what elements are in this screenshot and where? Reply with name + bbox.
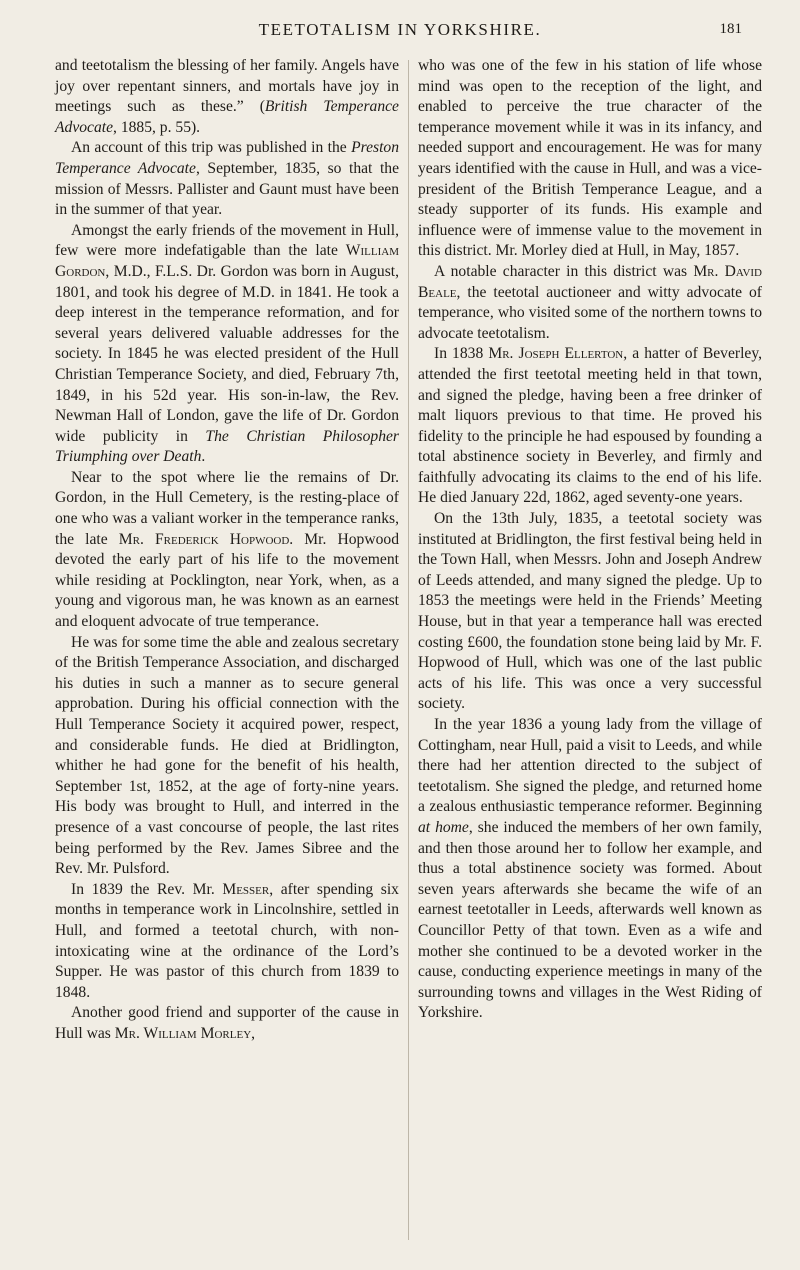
paragraph: He was for some time the able and zealous secretary of the British Temperance Association, and discharged his duties in such a manner as to secure general approbation. During his official connection with the Hull Temperance Society it acquired power, respect, and considerable funds. He died at Bridlington, whither he had gone for the benefit of his health, September 1st, 1852, at the age of forty-nine years. His body was brought to Hull, and interred in the presence of a vast concourse of people, the last rites being performed by the Rev. James Sibree and the Rev. Mr. Pulsford. [55, 633, 399, 878]
paragraph: and teetotalism the blessing of her family. Angels have joy over repentant sinners, and mortals have joy in meetings such as these.” (British Temperance Advocate, 1885, p. 55). [55, 57, 399, 136]
paragraph: A notable character in this district was Mr. David Beale, the teetotal auctioneer and witty advocate of temperance, who visited some of the northern towns to advocate teetotalism. [418, 262, 762, 342]
paragraph: In 1838 Mr. Joseph Ellerton, a hatter of Beverley, attended the first teetotal meeting held in that town, and signed the pledge, having been a free drinker of malt liquors previous to that time. He proved his fidelity to the principle he had espoused by founding a total abstinence society in Beverley, and firmly and faithfully advocating its claims to the end of his life. He died January 22d, 1862, aged seventy-one years. [418, 345, 762, 507]
running-head [40, 14, 760, 44]
paragraph: Near to the spot where lie the remains of Dr. Gordon, in the Hull Cemetery, is the resting-place of one who was a valiant worker in the temperance ranks, the late Mr. Frederick Hopwood. Mr. Hopwood devoted the early part of his life to the movement while residing at Pocklington, near York, when, as a young and vigorous man, he was known as an earnest and eloquent advocate of true temperance. [55, 468, 399, 631]
paragraph: In the year 1836 a young lady from the village of Cottingham, near Hull, paid a visit to Leeds, and while there had her attention directed to the subject of teetotalism. She signed the pledge, and returned home a zealous enthusiastic temperance reformer. Beginning at home, she induced the members of her own family, and then those around her to follow her example, and thus a total abstinence society was formed. About seven years afterwards she became the wife of an earnest teetotaller in Leeds, afterwards well known as Councillor Petty of that town. Even as a wife and mother she continued to be a devoted worker in the cause, conducting experience meetings in many of the surrounding towns and villages in the West Riding of Yorkshire. [418, 716, 762, 1022]
paragraph: Another good friend and supporter of the cause in Hull was Mr. William Morley, [55, 1004, 399, 1042]
paragraph: An account of this trip was published in the Preston Temperance Advocate, September, 1835, so that the mission of Messrs. Pallister and Gaunt must have been in the summer of that year. [55, 139, 400, 219]
left-column [55, 56, 399, 1045]
right-column [418, 56, 762, 1024]
running-title: TEETOTALISM IN YORKSHIRE. [258, 20, 542, 39]
paragraph: Amongst the early friends of the movement in Hull, few were more indefatigable than the late William Gordon, M.D., F.L.S. Dr. Gordon was born in August, 1801, and took his degree of M.D. in 1841. He took a deep interest in the temperance reformation, and for several years delivered valuable addresses for the society. In 1845 he was elected president of the Hull Christian Temperance Society, and died, February 7th, 1849, in his 52d year. His son-in-law, the Rev. Newman Hall of London, gave the life of Dr. Gordon wide publicity in The Christian Philosopher Triumphing over Death. [55, 221, 399, 466]
paragraph: In 1839 the Rev. Mr. Messer, after spending six months in temperance work in Lincolnshire, settled in Hull, and formed a teetotal church, with non-intoxicating wine at the ordinance of the Lord’s Supper. He was pastor of this church from 1839 to 1848. [55, 880, 399, 1001]
column-divider [408, 60, 409, 1240]
page-number: 181 [719, 21, 742, 37]
paragraph: who was one of the few in his station of life whose mind was open to the reception of the light, and enabled to perceive the true character of the temperance movement while it was in its infancy, and needed support and encouragement. He was for many years identified with the cause in Hull, and was a vice-president of the British Temperance League, and a steady supporter of its funds. His example and influence were of immense value to the movement in this district. Mr. Morley died at Hull, in May, 1857. [418, 57, 762, 260]
paragraph: On the 13th July, 1835, a teetotal society was instituted at Bridlington, the first festival being held in the Town Hall, when Messrs. John and Joseph Andrew of Leeds attended, and many signed the pledge. Up to 1853 the meetings were held in the Friends’ Meeting House, but in that year a temperance hall was erected costing £600, the foundation stone being laid by Mr. F. Hopwood of Hull, which was one of the last public acts of his life. This was once a very successful society. [418, 510, 762, 713]
